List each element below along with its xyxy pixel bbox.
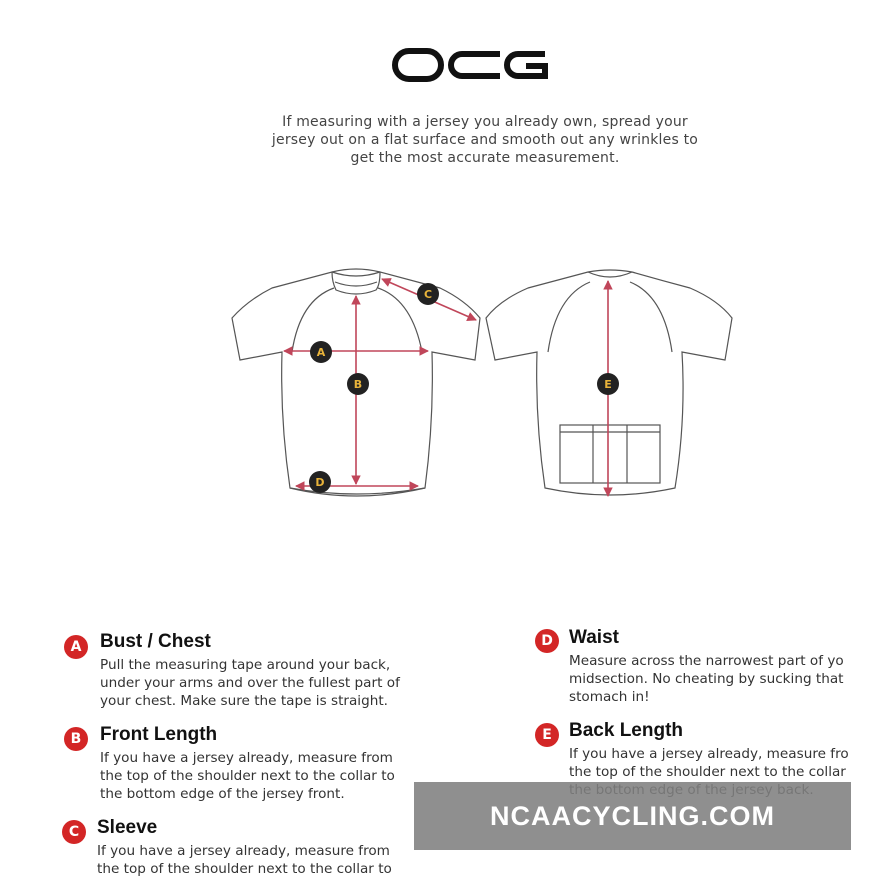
watermark-banner <box>414 782 851 850</box>
badge-b: B <box>64 727 88 751</box>
badge-e: E <box>535 723 559 747</box>
desc-line: the top of the shoulder next to the collar to <box>100 768 395 784</box>
watermark-text: NCAACYCLING.COM <box>490 801 775 831</box>
desc-line: If you have a jersey already, measure from <box>97 843 390 859</box>
measurement-c-title: Sleeve <box>97 817 158 838</box>
marker-d-label: D <box>315 476 325 489</box>
measurement-b-desc <box>100 749 395 803</box>
desc-line: If you have a jersey already, measure from <box>100 750 393 766</box>
measurement-a-title: Bust / Chest <box>100 631 211 652</box>
measurement-d-title: Waist <box>569 627 619 648</box>
badge-a: A <box>64 635 88 659</box>
intro-line: get the most accurate measurement. <box>350 150 620 166</box>
measurement-a-desc <box>100 656 400 710</box>
ocg-logo <box>390 44 550 88</box>
badge-d: D <box>535 629 559 653</box>
desc-line: your chest. Make sure the tape is straight. <box>100 693 388 709</box>
desc-line: the top of the shoulder next to the collar <box>569 764 846 780</box>
desc-line: Pull the measuring tape around your back, <box>100 657 391 673</box>
desc-line: Measure across the narrowest part of yo <box>569 653 844 669</box>
desc-line: midsection. No cheating by sucking that <box>569 671 844 687</box>
desc-line: the top of the shoulder next to the collar to <box>97 861 392 877</box>
marker-a-label: A <box>316 346 326 359</box>
measurement-c-desc <box>97 842 392 878</box>
badge-c: C <box>62 820 86 844</box>
marker-e-label: E <box>604 378 612 391</box>
marker-b-label: B <box>353 378 363 391</box>
desc-line: stomach in! <box>569 689 650 705</box>
intro-text <box>230 113 740 167</box>
desc-line: the bottom edge of the jersey front. <box>100 786 345 802</box>
desc-line: under your arms and over the fullest part of <box>100 675 400 691</box>
measurement-d-desc <box>569 652 844 706</box>
intro-line: If measuring with a jersey you already own, spread your <box>282 114 688 130</box>
marker-c-label: C <box>423 288 433 301</box>
intro-line: jersey out on a flat surface and smooth out any wrinkles to <box>271 132 699 148</box>
desc-line: If you have a jersey already, measure fro <box>569 746 849 762</box>
measurement-b-title: Front Length <box>100 724 218 745</box>
measurement-e-title: Back Length <box>569 720 684 741</box>
jersey-diagram <box>0 255 875 515</box>
